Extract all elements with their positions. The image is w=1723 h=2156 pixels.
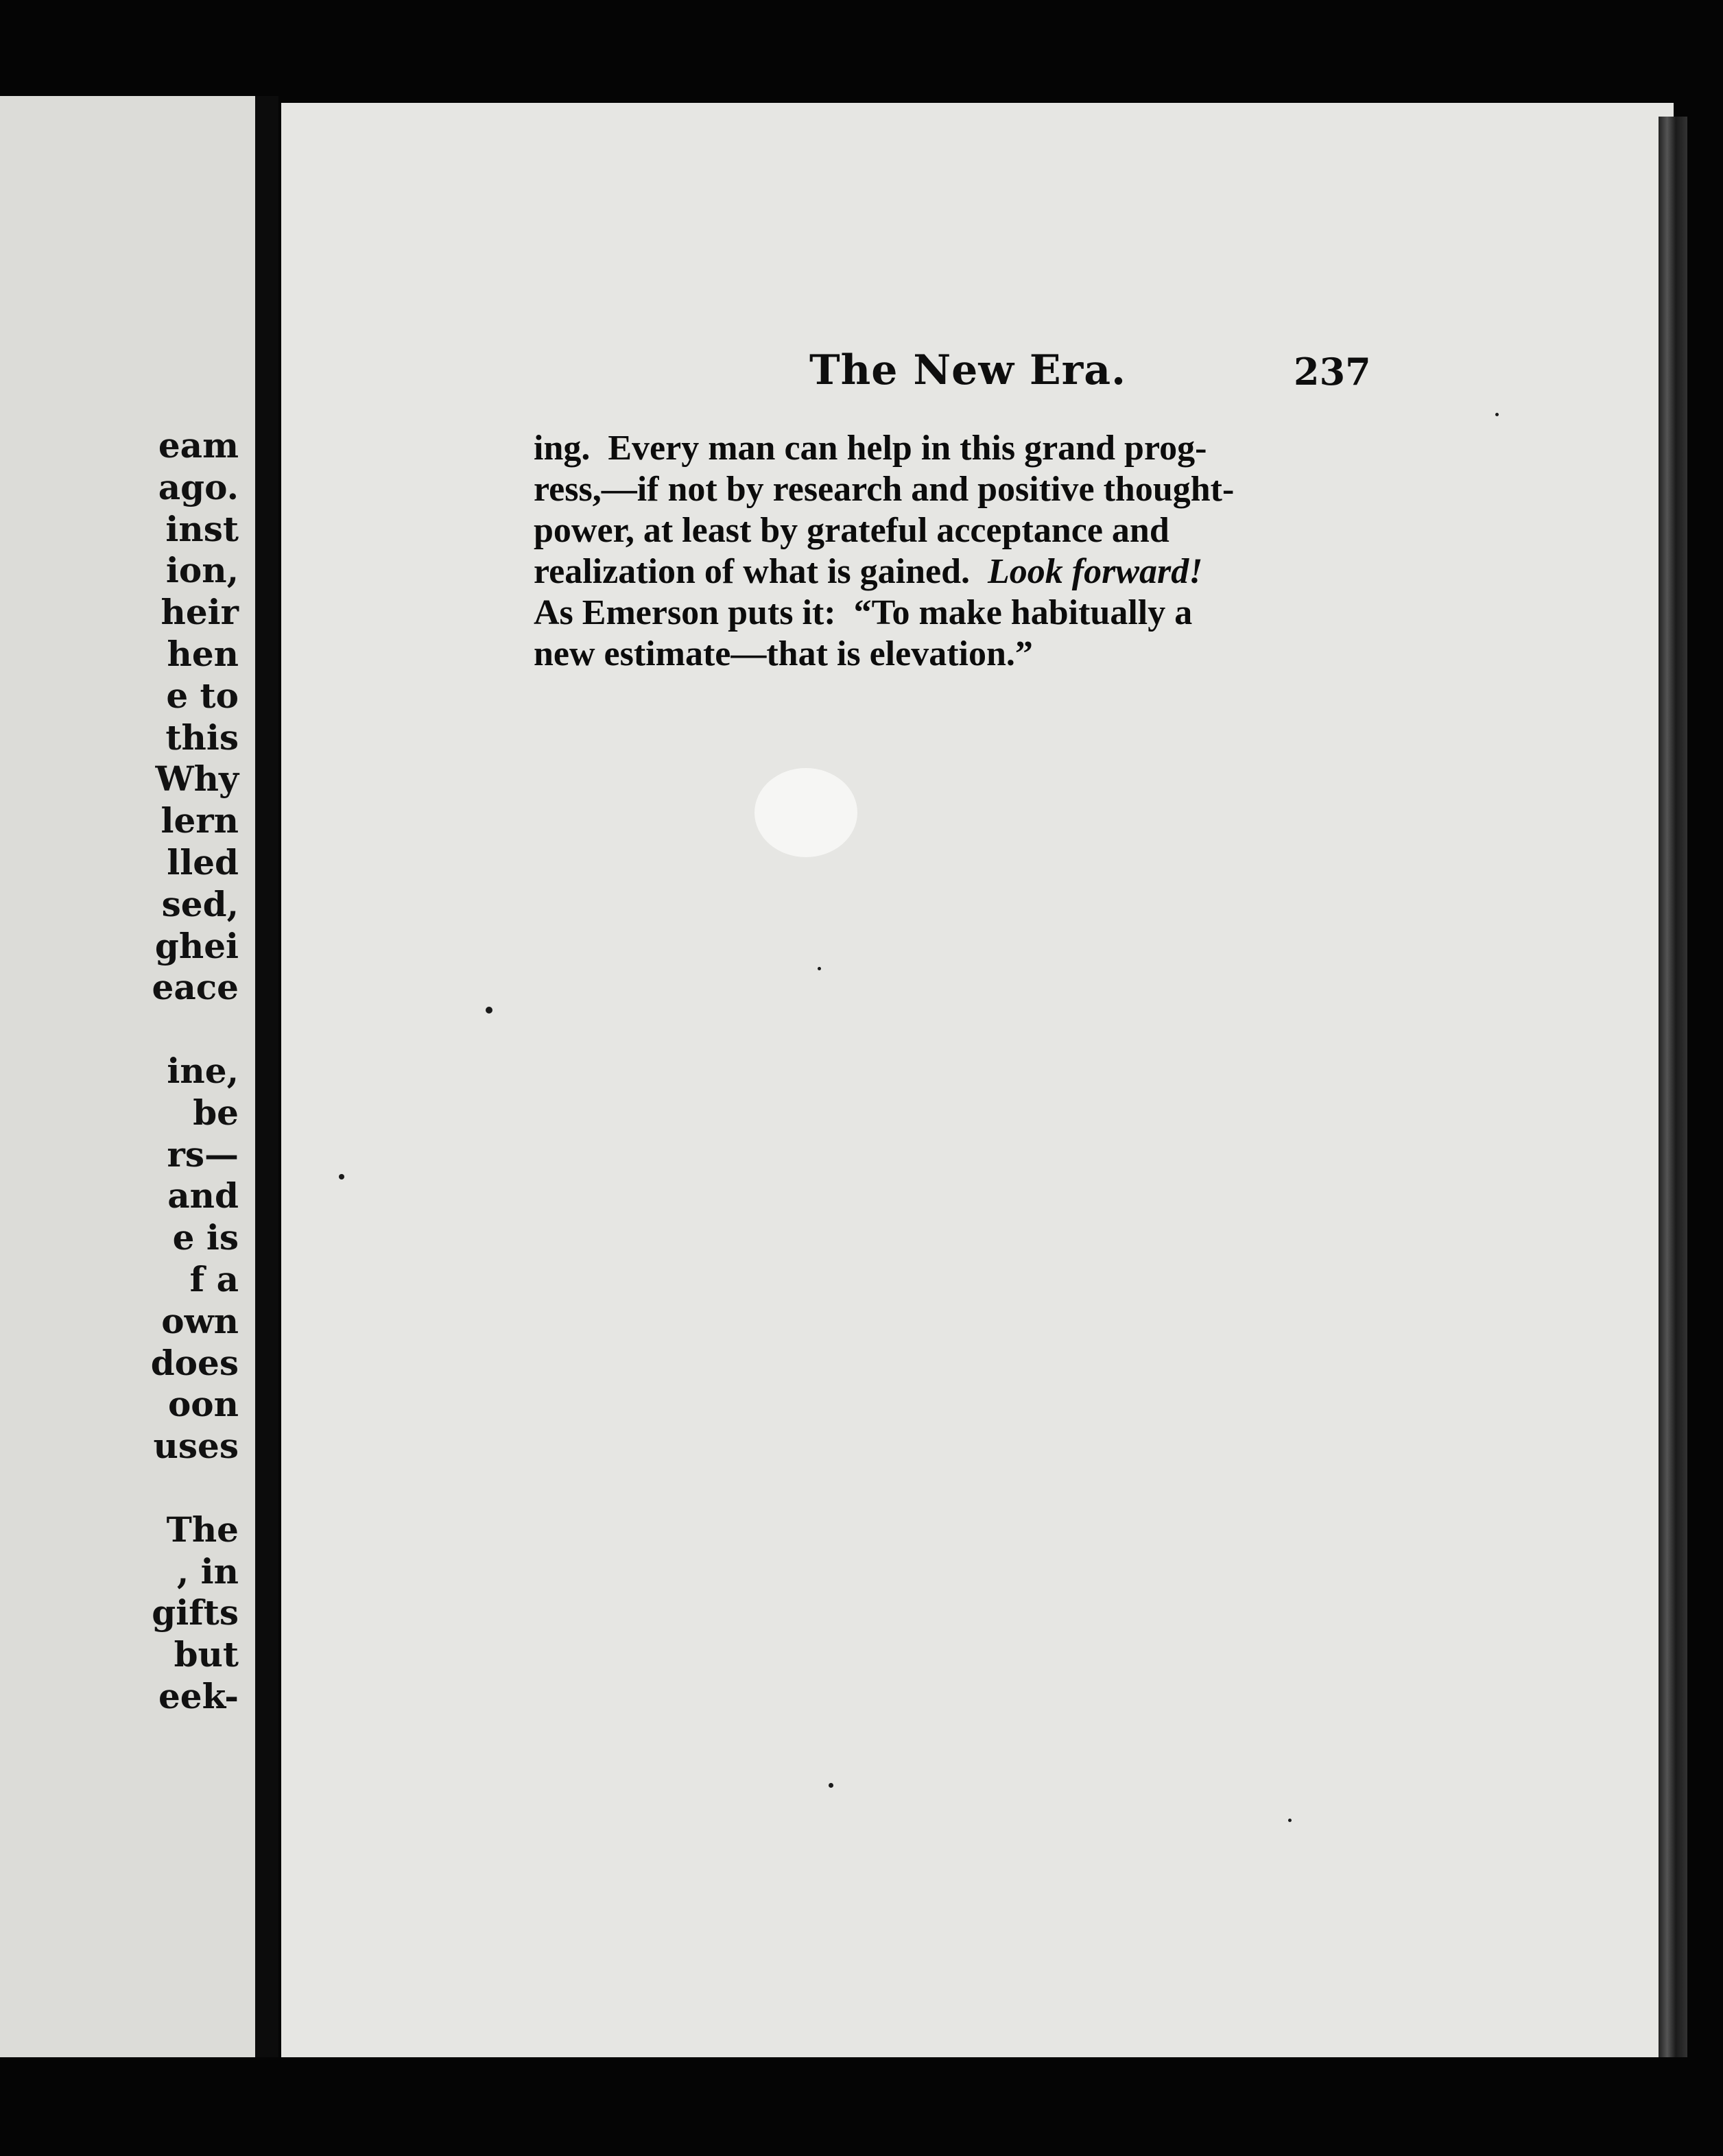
left-fragment-line: be <box>193 1092 239 1133</box>
left-fragment-line: lled <box>167 841 239 883</box>
body-line: power, at least by grateful acceptance and <box>534 511 1169 550</box>
left-fragment-line: e is <box>172 1217 239 1258</box>
body-line: ing. Every man can help in this grand prog- <box>534 429 1207 468</box>
scan-speck <box>1495 413 1499 416</box>
left-fragment-line: rs— <box>167 1134 239 1175</box>
body-line: ress,—if not by research and positive thought- <box>534 470 1235 509</box>
scan-speck <box>829 1783 833 1788</box>
left-fragment-line: hen <box>167 633 239 674</box>
left-fragment-line: oon <box>167 1384 239 1425</box>
running-head: The New Era. <box>809 346 1126 394</box>
left-fragment-line: sed, <box>161 883 239 924</box>
left-fragment-line: ine, <box>167 1050 239 1091</box>
scan-speck <box>486 1007 492 1014</box>
body-paragraph <box>534 428 1357 675</box>
right-page <box>281 103 1674 2057</box>
left-fragment-line: e to <box>166 675 239 716</box>
body-line-text: realization of what is gained. <box>534 552 971 591</box>
left-fragment-line: f a <box>189 1258 239 1299</box>
left-fragment-line: this <box>165 717 239 758</box>
left-fragment-line: The <box>166 1509 239 1550</box>
left-fragment-line: ago. <box>158 466 239 507</box>
left-fragment-line: eam <box>158 425 239 466</box>
page-number: 237 <box>1294 350 1371 394</box>
left-facing-page <box>0 96 255 2057</box>
left-fragment-line: ion, <box>165 550 239 591</box>
left-fragment-line: uses <box>153 1426 239 1467</box>
left-fragment-line: gifts <box>152 1592 239 1633</box>
left-fragment-line: , in <box>176 1550 239 1592</box>
left-fragment-line: own <box>161 1300 239 1341</box>
left-fragment-line: eace <box>152 967 239 1008</box>
scan-speck <box>818 967 821 970</box>
left-fragment-line: Why <box>155 758 239 800</box>
emphasis-text: Look forward! <box>988 552 1203 591</box>
left-fragment-line: does <box>150 1342 239 1383</box>
left-fragment-line: ghei <box>154 925 239 966</box>
body-line: new estimate—that is elevation.” <box>534 634 1033 673</box>
left-fragment-line: heir <box>161 592 239 633</box>
left-fragment-line <box>0 1468 239 1509</box>
scan-speck <box>339 1174 344 1179</box>
left-fragment-line <box>0 1009 239 1051</box>
book-gutter <box>255 96 278 2057</box>
left-page-text-fragments <box>0 425 255 1718</box>
left-fragment-line: lern <box>161 800 239 841</box>
body-line <box>534 551 1357 592</box>
scan-speck <box>1288 1819 1292 1822</box>
left-fragment-line: but <box>174 1634 239 1675</box>
page-edge-shadow <box>1659 117 1687 2057</box>
left-fragment-line: and <box>167 1175 239 1217</box>
left-fragment-line: inst <box>165 508 239 549</box>
left-fragment-line: eek- <box>158 1675 239 1716</box>
body-line: As Emerson puts it: “To make habitually a <box>534 593 1193 632</box>
paper-light-spot <box>754 768 857 857</box>
